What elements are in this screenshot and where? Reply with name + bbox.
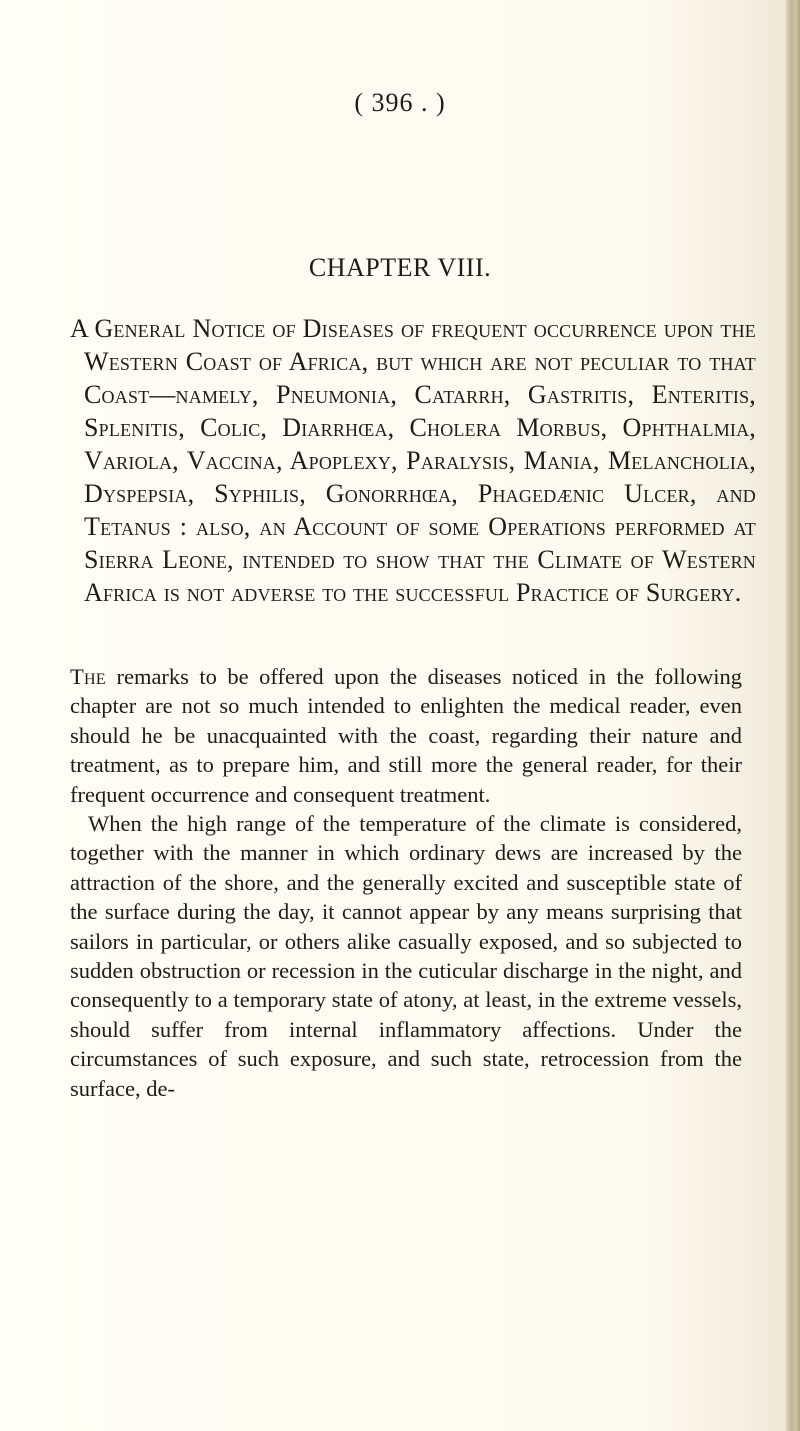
chapter-title: CHAPTER VIII.	[308, 253, 492, 282]
paragraph-text: remarks to be offered upon the diseases noticed in the following chapter are not so much intended to enlighten the medical reader, even should he be unacquainted with the coast, regarding their nature and treatment, as to prepare him, and still more the general reader, for their frequent occurrence and consequent treatment.	[70, 664, 742, 807]
body-text	[70, 662, 742, 1103]
paragraph	[70, 662, 742, 809]
paragraph-lead-word: The	[70, 664, 106, 689]
page-binding-edge	[786, 0, 800, 1431]
page-number: ( 396 . )	[354, 88, 446, 117]
paragraph: When the high range of the temperature of the climate is considered, together with the manner in which ordinary dews are increased by the attraction of the shore, and the generally excited and susceptible state of the surface during the day, it cannot appear by any means surprising that sailors in particular, or others alike casually exposed, and so subjected to sudden obstruction or recession in the cuticular discharge in the night, and consequently to a temporary state of atony, at least, in the extreme vessels, should suffer from internal inflammatory affections. Under the circumstances of such exposure, and such state, retrocession from the surface, de-	[70, 811, 742, 1101]
chapter-summary: A General Notice of Diseases of frequent occurrence upon the Western Coast of Africa, but which are not peculiar to that Coast—namely, Pneumonia, Catarrh, Gastritis, Enteritis, Splenitis, Colic, Diarrhœa, Cholera Morbus, Ophthalmia, Variola, Vaccina, Apoplexy, Paralysis, Mania, Melancholia, Dyspepsia, Syphilis, Gonorrhœa, Phagedænic Ulcer, and Tetanus : also, an Account of some Operations performed at Sierra Leone, intended to show that the Climate of Western Africa is not adverse to the successful Practice of Surgery.	[70, 314, 756, 607]
